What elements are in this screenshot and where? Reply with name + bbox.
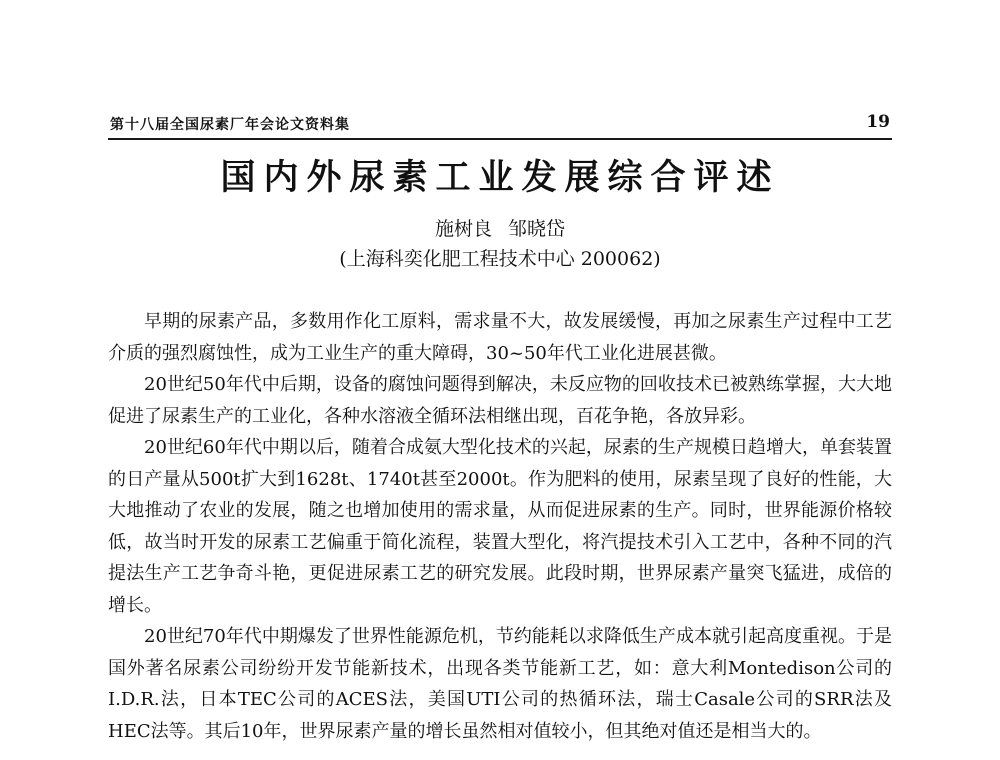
paragraph: 20世纪60年代中期以后，随着合成氨大型化技术的兴起，尿素的生产规模日趋增大，单套装置的日产量从500t扩大到1628t、1740t甚至2000t。作为肥料的使用，尿素呈现了良好的性能，大大地推动了农业的发展，随之也增加使用的需求量，从而促进尿素的生产。同时，世界能源价格较低，故当时开发的尿素工艺偏重于简化流程，装置大型化，将汽提技术引入工艺中，各种不同的汽提法生产工艺争奇斗艳，更促进尿素工艺的研究发展。此段时期，世界尿素产量突飞猛进，成倍的增长。 bbox=[108, 437, 892, 616]
page-number: 19 bbox=[866, 112, 890, 132]
authors: 施树良 邹晓岱 bbox=[434, 218, 566, 240]
article-body bbox=[108, 306, 892, 747]
paragraph: 20世纪50年代中后期，设备的腐蚀问题得到解决，未反应物的回收技术已被熟练掌握，大大地促进了尿素生产的工业化，各种水溶液全循环法相继出现，百花争艳，各放异彩。 bbox=[108, 374, 892, 427]
proceedings-title: 第十八届全国尿素厂年会论文资料集 bbox=[110, 117, 350, 133]
running-header bbox=[108, 108, 892, 140]
paragraph: 早期的尿素产品，多数用作化工原料，需求量不大，故发展缓慢，再加之尿素生产过程中工艺介质的强烈腐蚀性，成为工业生产的重大障碍，30~50年代工业化进展甚微。 bbox=[108, 311, 892, 364]
affiliation: (上海科奕化肥工程技术中心 200062) bbox=[339, 248, 661, 270]
article-title: 国内外尿素工业发展综合评述 bbox=[220, 157, 780, 198]
paragraph: 20世纪70年代中期爆发了世界性能源危机，节约能耗以求降低生产成本就引起高度重视。于是国外著名尿素公司纷纷开发节能新技术，出现各类节能新工艺，如：意大利Montedison公司的I.D.R.法，日本TEC公司的ACES法，美国UTI公司的热循环法，瑞士Casale公司的SRR法及HEC法等。其后10年，世界尿素产量的增长虽然相对值较小，但其绝对值还是相当大的。 bbox=[108, 626, 892, 742]
